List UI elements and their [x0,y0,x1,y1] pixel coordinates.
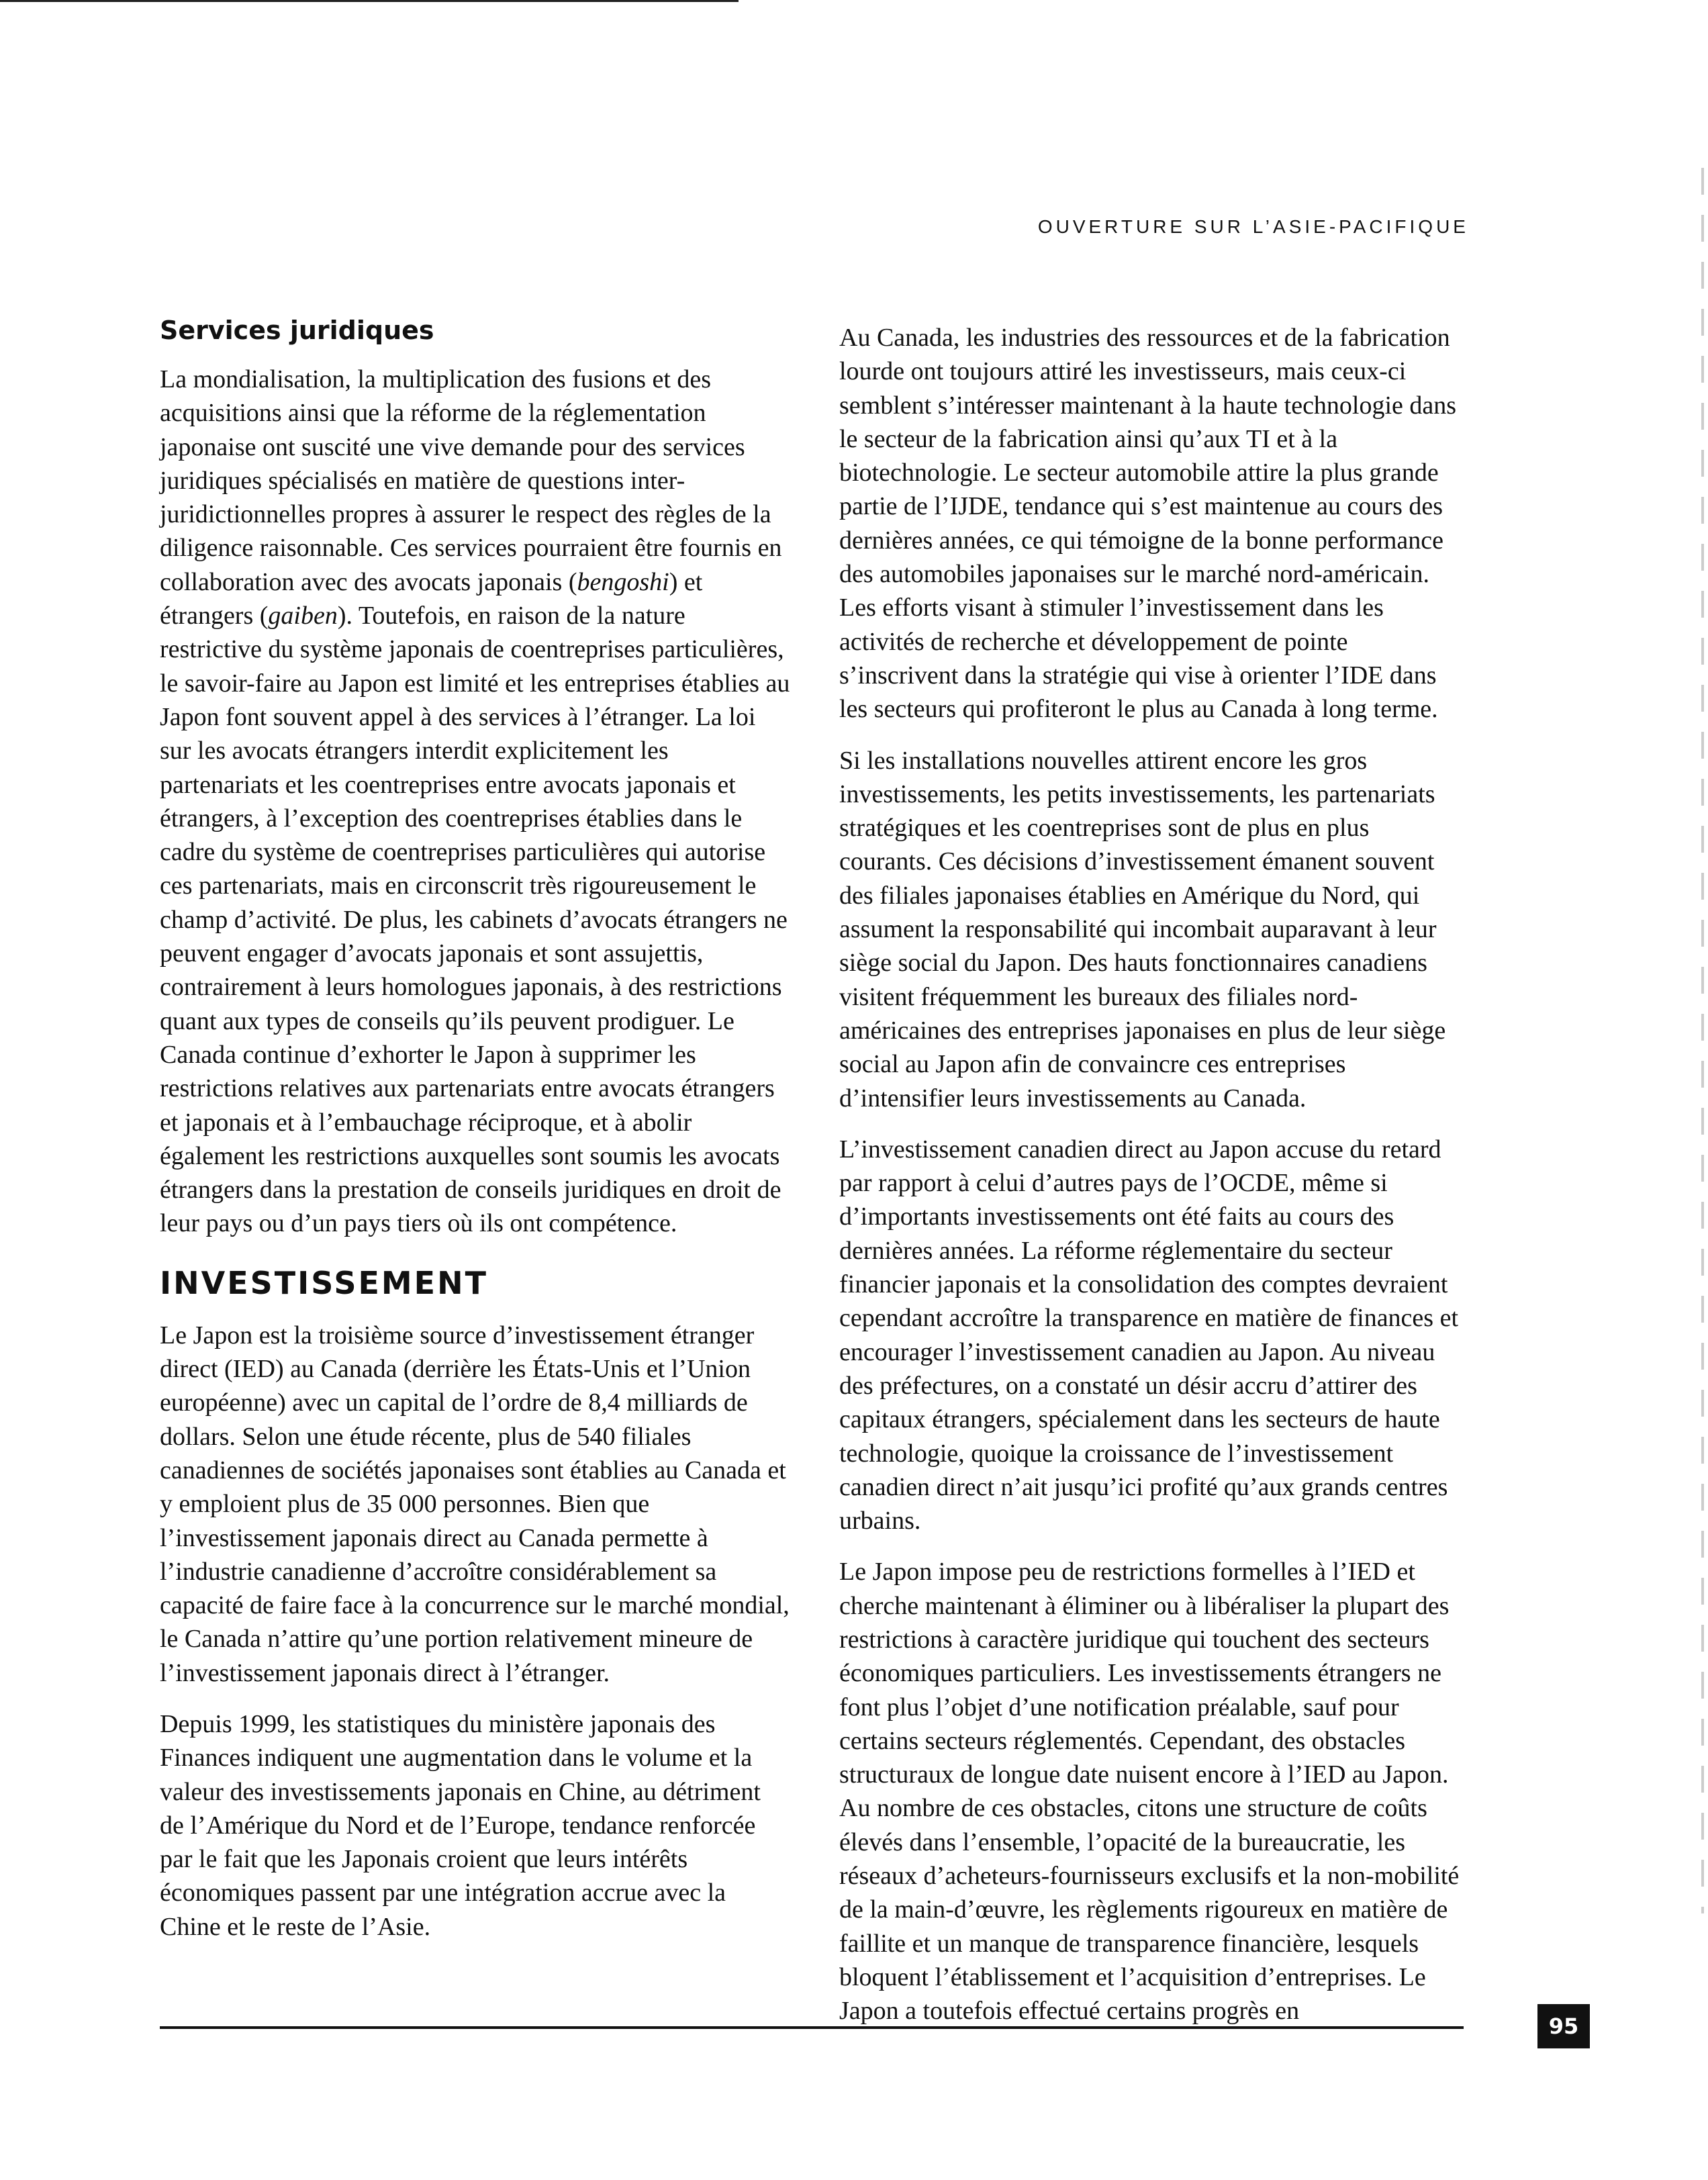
investissement-paragraph-1: Le Japon est la troisième source d’investissement étranger direct (IED) au Canada (derrière les États-Unis et l’Union européenne) avec un capital de l’ordre de 8,4 milliards de dollars. Selon une étude récente, plus de 540 filiales canadiennes de sociétés japonaises sont établies au Canada et y emploient plus de 35 000 personnes. Bien que l’investissement japonais direct au Canada permette à l’industrie canadienne d’accroître considérablement sa capacité de faire face à la concurrence sur le marché mondial, le Canada n’attire qu’une portion relativement mineure de l’investissement japonais direct à l’étranger. [160,1321,790,1687]
investissement-heading: INVESTISSEMENT [160,1264,488,1301]
investissement-paragraph-2: Depuis 1999, les statistiques du ministère japonais des Finances indiquent une augmentation dans le volume et la valeur des investissements japonais en Chine, au détriment de l’Amérique du Nord et de l’Europe, tendance renforcée par le fait que les Japonais croient que leurs intérêts économiques passent par une intégration accrue avec la Chine et le reste de l’Asie. [160,1709,761,1941]
top-rule [0,0,739,2]
bengoshi-term: bengoshi [577,567,669,596]
gaiben-term: gaiben [268,602,338,630]
right-paragraph-2: Si les installations nouvelles attirent encore les gros investissements, les petits investissements, les partenariats stratégiques et les coentreprises sont de plus en plus courants. Ces décisions d’investissement émanent souvent des filiales japonaises établies en Amérique du Nord, qui assument la responsabilité qui incombait auparavant à leur siège social du Japon. Des hauts fonctionnaires canadiens visitent fréquemment les bureaux des filiales nord-américaines des entreprises japonaises en plus de leur siège social au Japon afin de convaincre ces entreprises d’intensifier leurs investissements au Canada. [839,746,1446,1112]
right-paragraph-4: Le Japon impose peu de restrictions formelles à l’IED et cherche maintenant à éliminer ou à libéraliser la plupart des restrictions à caractère juridique qui touchent des secteurs économiques particuliers. Les investissements étrangers ne font plus l’objet d’une notification préalable, sauf pour certains secteurs réglementés. Cependant, des obstacles structuraux de longue date nuisent encore à l’IED au Japon. Au nombre de ces obstacles, citons une structure de coûts élevés dans l’ensemble, l’opacité de la bureaucratie, les réseaux d’acheteurs-fournisseurs exclusifs et la non-mobilité de la main-d’œuvre, les règlements rigoureux en matière de faillite et un manque de transparence financière, lesquels bloquent l’établissement et l’acquisition d’entreprises. Le Japon a toutefois effectué certains progrès en [839,1558,1460,2026]
page-number: 95 [1537,2004,1590,2048]
left-column [160,316,791,1961]
scan-edge-artifact [1701,168,1704,1913]
services-juridiques-heading: Services juridiques [160,316,434,345]
services-paragraph: La mondialisation, la multiplication des fusions et des acquisitions ainsi que la réforme de la réglementation japonaise ont suscité une vive demande pour des services juridiques spécialisés en matière de questions inter-juridictionnelles propres à assurer le respect des règles de la diligence raisonnable. Ces services pourraient être fournis en collaboration avec des avocats japonais (bengoshi) et étrangers (gaiben). Toutefois, en raison de la nature restrictive du système japonais de coentreprises particulières, le savoir-faire au Japon est limité et les entreprises établies au Japon font souvent appel à des services à l’étranger. La loi sur les avocats étrangers interdit explicitement les partenariats et les coentreprises entre avocats japonais et étrangers, à l’exception des coentreprises établies dans le cadre du système de coentreprises particulières qui autorise ces partenariats, mais en circonscrit très rigoureusement le champ d’activité. De plus, les cabinets d’avocats étrangers ne peuvent engager d’avocats japonais et sont assujettis, contrairement à leurs homologues japonais, à des restrictions quant aux types de conseils qu’ils peuvent prodiguer. Le Canada continue d’exhorter le Japon à supprimer les restrictions relatives aux partenariats entre avocats étrangers et japonais et à l’embauchage réciproque, et à abolir également les restrictions auxquelles sont soumis les avocats étrangers dans la prestation de conseils juridiques en droit de leur pays ou d’un pays tiers où ils ont compétence. [160,365,790,1238]
running-header: OUVERTURE SUR L’ASIE-PACIFIQUE [1037,216,1469,237]
bottom-rule [160,2026,1464,2029]
right-paragraph-1: Au Canada, les industries des ressources et de la fabrication lourde ont toujours attiré les investisseurs, mais ceux-ci semblent s’intéresser maintenant à la haute technologie dans le secteur de la fabrication ainsi qu’aux TI et à la biotechnologie. Le secteur automobile attire la plus grande partie de l’IJDE, tendance qui s’est maintenue au cours des dernières années, ce qui témoigne de la bonne performance des automobiles japonaises sur le marché nord-américain. Les efforts visant à stimuler l’investissement dans les activités de recherche et développement de pointe s’inscrivent dans la stratégie qui vise à orienter l’IDE dans les secteurs qui profiteront le plus au Canada à long terme. [839,324,1457,724]
right-column [839,321,1467,2046]
right-paragraph-3: L’investissement canadien direct au Japon accuse du retard par rapport à celui d’autres pays de l’OCDE, même si d’importants investissements ont été faits au cours des dernières années. La réforme réglementaire du secteur financier japonais et la consolidation des comptes devraient cependant accroître la transparence en matière de finances et encourager l’investissement canadien au Japon. Au niveau des préfectures, on a constaté un désir accru d’attirer des capitaux étrangers, spécialement dans les secteurs de haute technologie, quoique la croissance de l’investissement canadien direct n’ait jusqu’ici profité qu’aux grands centres urbains. [839,1135,1459,1535]
